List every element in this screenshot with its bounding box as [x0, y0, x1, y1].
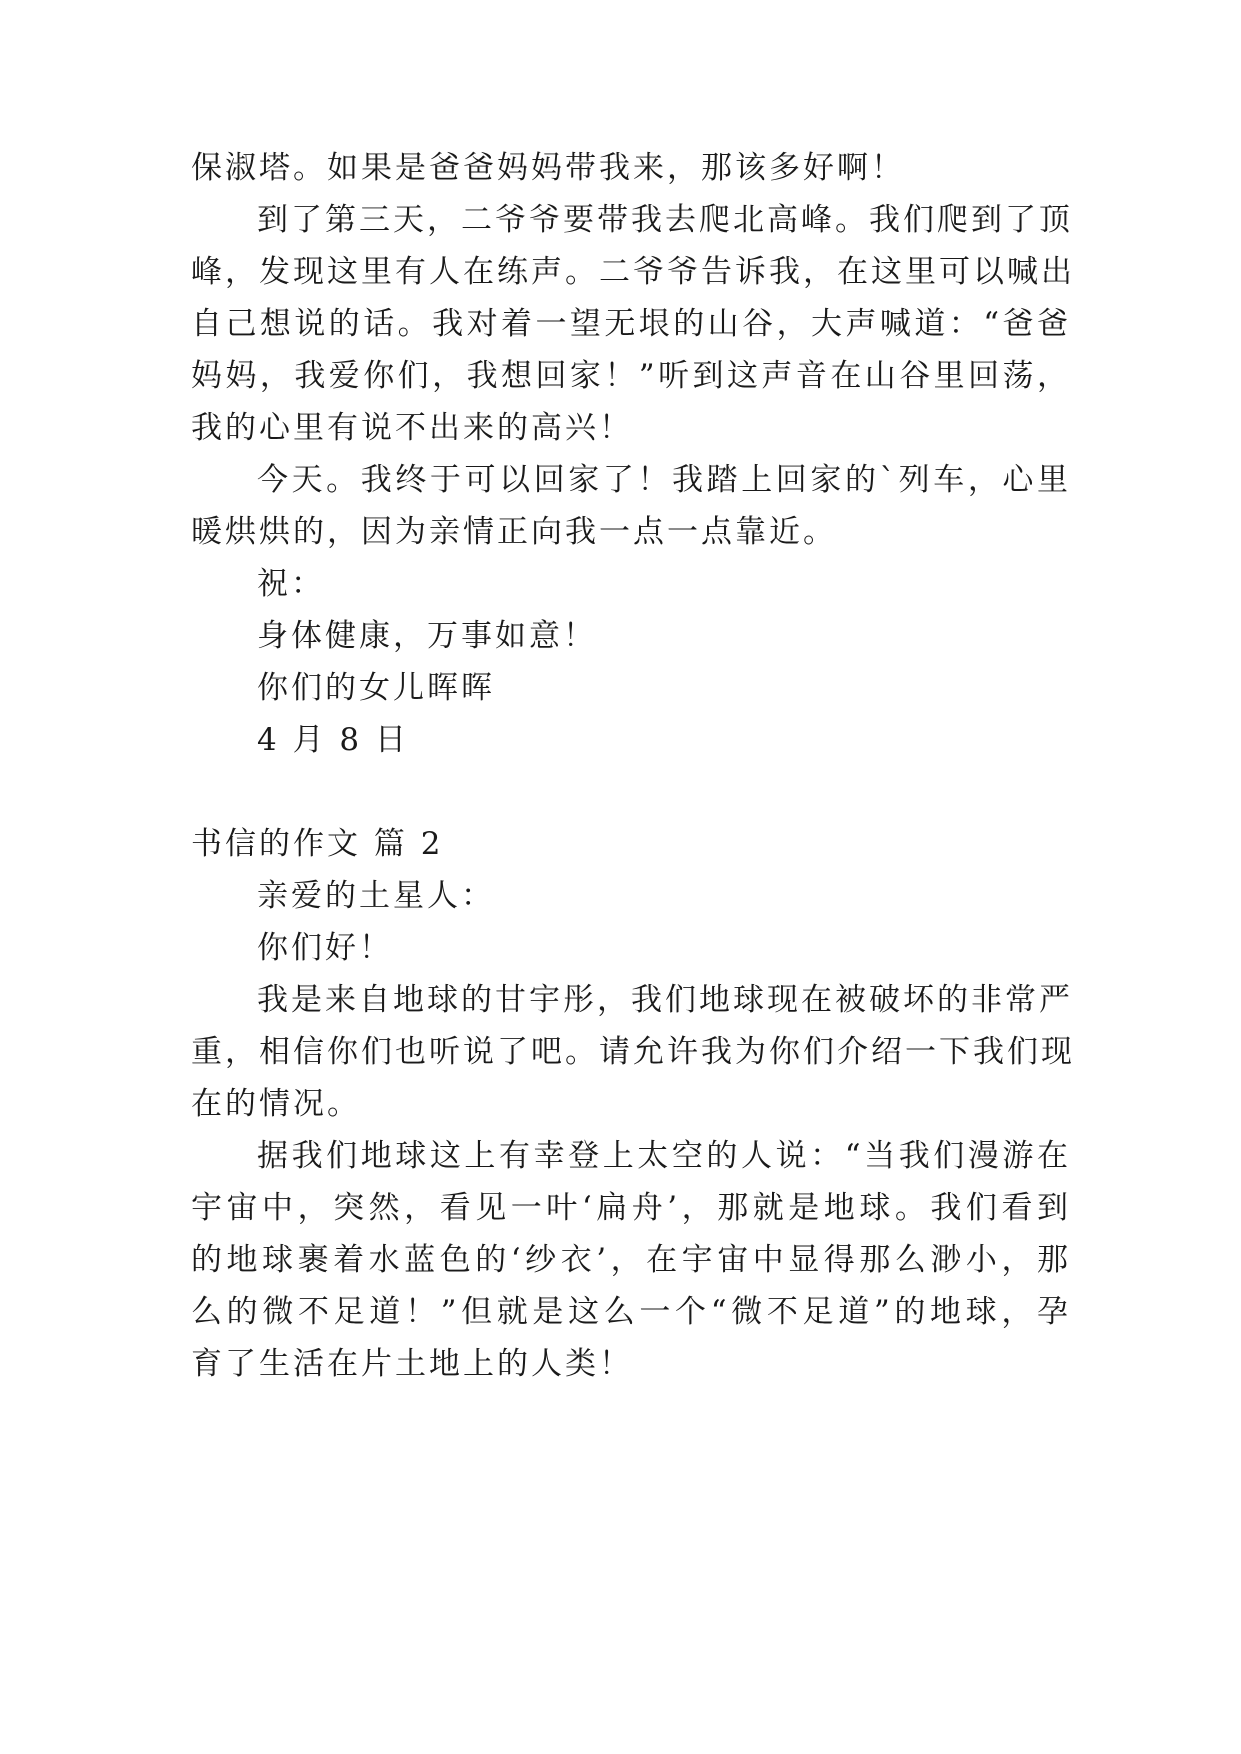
letter-greeting: 你们好！ [257, 930, 393, 966]
signature: 你们的女儿晖晖 [257, 670, 495, 706]
paragraph-line: 的地球裹着水蓝色的‘纱衣’，在宇宙中显得那么渺小，那 [191, 1242, 1071, 1278]
paragraph-line: 么的微不足道！”但就是这么一个“微不足道”的地球，孕 [191, 1294, 1071, 1330]
paragraph-line: 峰，发现这里有人在练声。二爷爷告诉我，在这里可以喊出 [191, 254, 1075, 290]
paragraph-line: 宇宙中，突然，看见一叶‘扁舟’，那就是地球。我们看到 [191, 1190, 1071, 1226]
paragraph-line: 据我们地球这上有幸登上太空的人说：“当我们漫游在 [257, 1138, 1071, 1174]
paragraph-line: 自己想说的话。我对着一望无垠的山谷，大声喊道：“爸爸 [191, 306, 1071, 342]
paragraph-line: 在的情况。 [191, 1086, 361, 1122]
letter-greeting: 亲爱的土星人： [257, 878, 495, 914]
paragraph-line: 重，相信你们也听说了吧。请允许我为你们介绍一下我们现 [191, 1034, 1075, 1070]
paragraph-line: 到了第三天，二爷爷要带我去爬北高峰。我们爬到了顶 [257, 202, 1073, 238]
letter-date: 4 月 8 日 [257, 722, 410, 758]
closing-wish: 身体健康，万事如意！ [257, 618, 597, 654]
paragraph-line: 暖烘烘的，因为亲情正向我一点一点靠近。 [191, 514, 837, 550]
paragraph-line: 今天。我终于可以回家了！我踏上回家的`列车，心里 [257, 462, 1071, 498]
paragraph-line: 我是来自地球的甘宇彤，我们地球现在被破坏的非常严 [257, 982, 1073, 1018]
paragraph-line: 育了生活在片土地上的人类！ [191, 1346, 633, 1382]
paragraph-line: 我的心里有说不出来的高兴！ [191, 410, 633, 446]
paragraph-line: 妈妈，我爱你们，我想回家！”听到这声音在山谷里回荡， [191, 358, 1071, 394]
paragraph-line: 保淑塔。如果是爸爸妈妈带我来，那该多好啊！ [191, 150, 905, 186]
closing-salutation: 祝： [257, 566, 325, 602]
section-heading: 书信的作文 篇 2 [191, 826, 444, 862]
